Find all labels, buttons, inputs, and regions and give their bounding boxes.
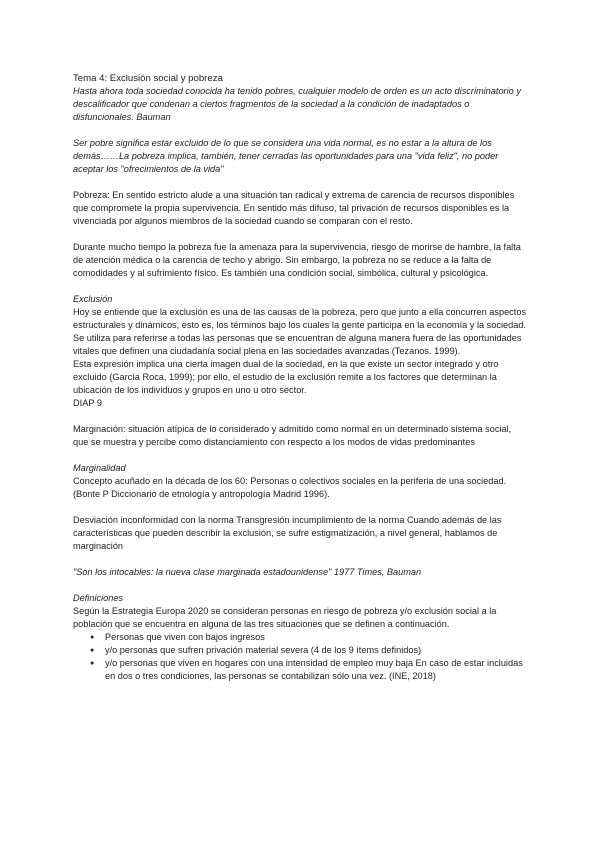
exclusion-paragraph-2: Esta expresión implica una cierta imagen dual de la sociedad, en la que existe un sector integrado y otro excluido (García Roca, 1999); por ello, el estudio de la exclusión remite a los factores que determinan la ubicación de los individuos y grupos en uno u otro sector. — [73, 359, 499, 395]
pobreza-paragraph: Durante mucho tiempo la pobreza fue la amenaza para la supervivencia, riesgo de morirse de hambre, la falta de atención médica o la carencia de techo y abrigo. Sin embargo, la pobreza no se reduce a la falta de comodidades y al sufrimiento físico. Es también una condición social, simbólica, cultural y psicológica. — [73, 242, 521, 278]
definiciones-heading: Definiciones — [73, 593, 124, 603]
definiciones-list — [73, 631, 529, 683]
poverty-quote: Ser pobre significa estar excluido de lo que se considera una vida normal, es no estar a la altura de los demás……La pobreza implica, también, tener cerradas las oportunidades para una "vida feliz", no poder aceptar los "ofrecimientos de la vida" — [73, 138, 499, 174]
diap-reference: DIAP 9 — [73, 398, 102, 408]
times-quote: "Son los intocables: la nueva clase marginada estadounidense" 1977 Times, Bauman — [73, 567, 422, 577]
list-item: ● y/o personas que sufren privación material severa (4 de los 9 ítems definidos) — [91, 644, 529, 657]
definiciones-intro: Según la Estrategia Europa 2020 se consideran personas en riesgo de pobreza y/o exclusión social a la población que se encuentra en alguna de las tres situaciones que se definen a continuación. — [73, 606, 497, 629]
list-item: ● Personas que viven con bajos ingresos — [91, 631, 529, 644]
marginacion-definition: Marginación: situación atípica de lo considerado y admitido como normal en un determinado sistema social, que se muestra y percibe como distanciamiento con respecto a los modos de vidas predominantes — [73, 424, 512, 447]
pobreza-definition: Pobreza: En sentido estricto alude a una situación tan radical y extrema de carencia de recursos disponibles que compromete la propia supervivencia. En sentido más difuso, tal privación de recursos disponibles es la vivenciada por algunos miembros de la sociedad cuando se comparan con el resto. — [73, 190, 515, 226]
marginalidad-text: Concepto acuñado en la década de los 60: Personas o colectivos sociales en la periferia de una sociedad. (Bonte P Diccionario de etnología y antropología Madrid 1996). — [73, 476, 507, 499]
document-page — [73, 72, 529, 683]
list-item: ● y/o personas que viven en hogares con una intensidad de empleo muy baja En caso de estar incluidas en dos o tres condiciones, las personas se contabilizan sólo una vez. (INE, 2018) — [91, 657, 529, 683]
exclusion-paragraph-1: Hoy se entiende que la exclusión es una de las causas de la pobreza, pero que junto a ella concurren aspectos estructurales y dinámicos, esto es, los términos bajo los cuales la gente participa en la economía y la sociedad. Se utiliza para referirse a todas las personas que se encuentran de alguna manera fuera de las oportunidades vitales que definen una ciudadanía social plena en las sociedades avanzadas (Tezanos. 1999). — [73, 307, 527, 356]
marginalidad-heading: Marginalidad — [73, 463, 126, 473]
desviacion-paragraph: Desviación inconformidad con la norma Transgresión incumplimiento de la norma Cuando además de las características que pueden describir la exclusión, se sufre estigmatización, a nivel general, hablamos de marginación — [73, 515, 502, 551]
exclusion-heading: Exclusión — [73, 294, 113, 304]
document-title: Tema 4: Exclusión social y pobreza — [73, 73, 223, 84]
bauman-quote: Hasta ahora toda sociedad conocida ha tenido pobres, cualquier modelo de orden es un acto discriminatorio y descalificador que condenan a ciertos fragmentos de la sociedad a la condición de inadaptados o disfuncionales. Bauman — [73, 86, 521, 122]
